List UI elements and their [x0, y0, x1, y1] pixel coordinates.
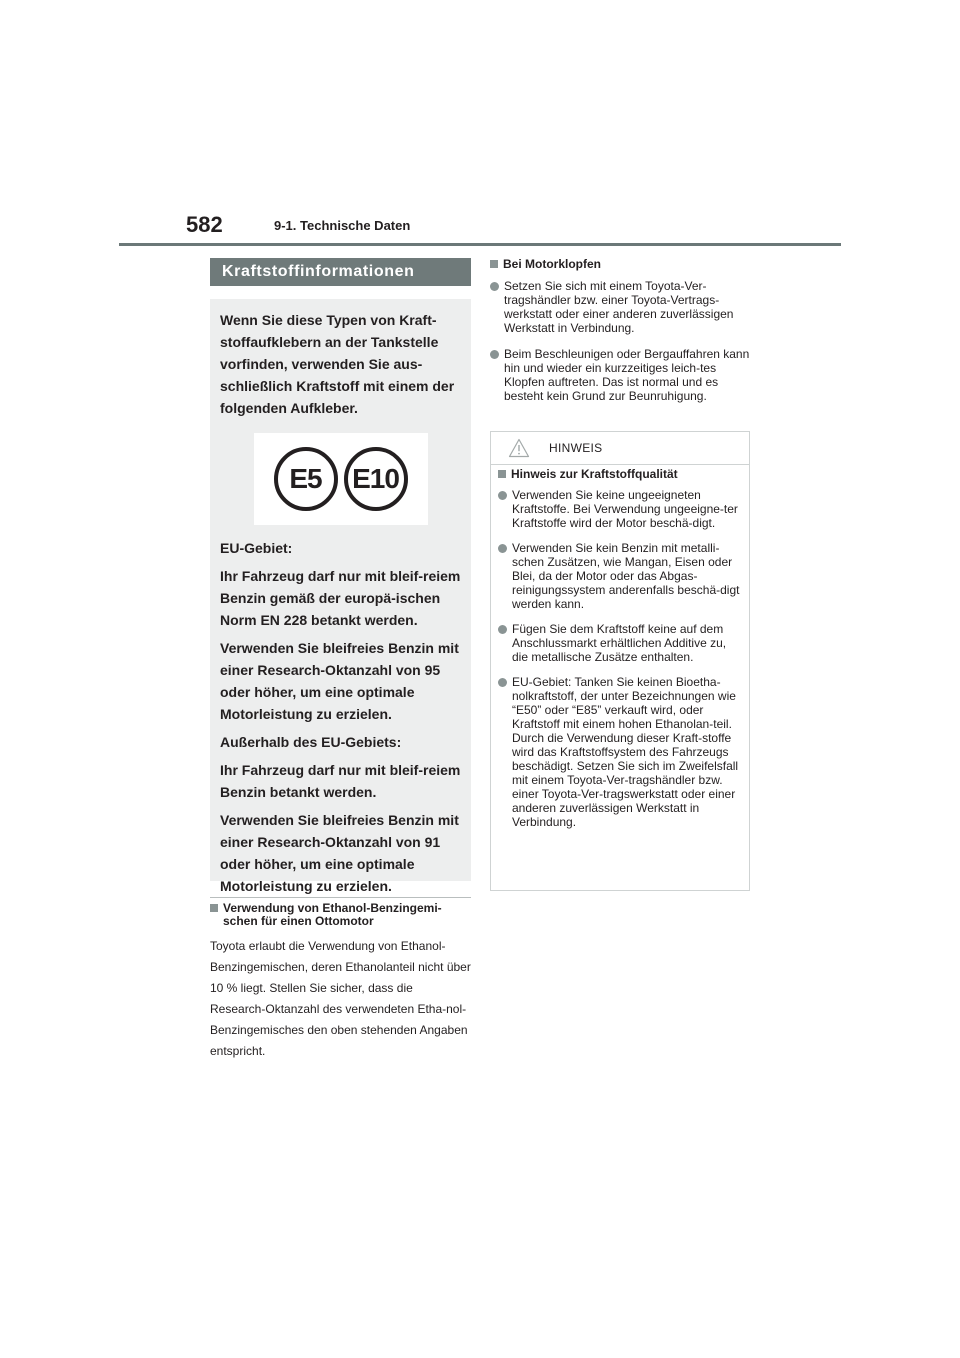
notice-heading: Hinweis zur Kraftstoffqualität — [511, 467, 678, 481]
knocking-bullet-text: Beim Beschleunigen oder Bergauffahren kann hin und wieder ein kurzzeitiges leich-tes Klopfen auftreten. Das ist normal und es besteht kein Grund zur Beunruhigung. — [504, 347, 750, 403]
ethanol-heading: Verwendung von Ethanol-Benzingemi-schen für einen Ottomotor — [223, 901, 442, 928]
notice-heading-row — [498, 468, 743, 481]
circle-bullet-icon — [498, 625, 507, 634]
fuel-label-e10: E10 — [344, 447, 408, 511]
list-item — [490, 279, 752, 335]
notice-title: HINWEIS — [549, 441, 603, 455]
square-marker-icon — [210, 904, 218, 912]
ethanol-body: Toyota erlaubt die Verwendung von Ethanol-Benzingemischen, deren Ethanolanteil nicht über 10 % liegt. Stellen Sie sicher, dass die Research-Oktanzahl des verwendeten Etha-nol-Benzingemisches den oben stehenden Angaben entspricht. — [210, 939, 471, 1058]
non-eu-heading: Außerhalb des EU-Gebiets: — [220, 734, 402, 750]
ethanol-heading-row — [210, 902, 471, 928]
notice-body — [491, 468, 749, 829]
fuel-info-intro: Wenn Sie diese Typen von Kraft-stoffaufklebern an der Tankstelle vorfinden, verwenden Sie aus-schließlich Kraftstoff mit einem der folgenden Aufkleber. — [220, 312, 455, 416]
warning-triangle-icon — [508, 438, 530, 458]
list-item — [498, 541, 743, 611]
square-marker-icon — [498, 470, 506, 478]
circle-bullet-icon — [498, 544, 507, 553]
list-item — [490, 347, 752, 403]
circle-bullet-icon — [498, 678, 507, 687]
ethanol-section — [210, 897, 471, 1062]
header-rule — [119, 243, 841, 246]
fuel-label-image — [254, 433, 428, 525]
square-marker-icon — [490, 260, 498, 268]
knocking-bullet-text: Setzen Sie sich mit einem Toyota-Ver-tragshändler bzw. einer Toyota-Vertrags-werkstatt oder einer anderen zuverlässigen Werkstatt in Verbindung. — [504, 279, 734, 335]
knocking-heading: Bei Motorklopfen — [503, 257, 601, 271]
notice-box — [490, 431, 750, 891]
right-column — [490, 258, 752, 403]
eu-heading: EU-Gebiet: — [220, 540, 293, 556]
circle-bullet-icon — [490, 282, 499, 291]
fuel-label-e5: E5 — [274, 447, 338, 511]
circle-bullet-icon — [498, 491, 507, 500]
section-title: 9-1. Technische Daten — [274, 218, 411, 233]
notice-bullet-text: Fügen Sie dem Kraftstoff keine auf dem Anschlussmarkt erhältlichen Additive zu, die metallische Zusätze enthalten. — [512, 622, 727, 664]
circle-bullet-icon — [490, 350, 499, 359]
eu-recommendation: Verwenden Sie bleifreies Benzin mit einer Research-Oktanzahl von 95 oder höher, um eine optimale Motorleistung zu erzielen. — [220, 640, 459, 722]
list-item — [498, 675, 743, 829]
fuel-info-box — [210, 299, 471, 894]
page-number: 582 — [186, 212, 223, 237]
notice-header — [491, 432, 749, 465]
non-eu-recommendation: Verwenden Sie bleifreies Benzin mit einer Research-Oktanzahl von 91 oder höher, um eine optimale Motorleistung zu erzielen. — [220, 812, 459, 894]
left-column — [210, 258, 471, 1062]
notice-bullet-text: EU-Gebiet: Tanken Sie keinen Bioetha-nolkraftstoff, der unter Bezeichnungen wie “E50” oder “E85” verkauft wird, oder Kraftstoff mit einem hohen Ethanolan-teil. Durch die Verwendung dieser Kraft-stoffe wird das Kraftstoffsystem des Fahrzeugs beschädigt. Setzen Sie sich im Zweifelsfall mit einem Toyota-Ver-tragshändler bzw. einer Toyota-Ver-tragswerkstatt oder einer anderen zuverlässigen Werkstatt in Verbindung. — [512, 675, 739, 829]
knocking-heading-row — [490, 258, 752, 271]
fuel-info-heading: Kraftstoffinformationen — [210, 258, 471, 286]
notice-bullet-text: Verwenden Sie keine ungeeigneten Kraftstoffe. Bei Verwendung ungeeigne-ter Kraftstoffe wird der Motor beschä-digt. — [512, 488, 738, 530]
non-eu-text: Ihr Fahrzeug darf nur mit bleif-reiem Benzin betankt werden. — [220, 762, 461, 800]
list-item — [498, 488, 743, 530]
list-item — [498, 622, 743, 664]
notice-bullet-text: Verwenden Sie kein Benzin mit metalli-schen Zusätzen, wie Mangan, Eisen oder Blei, da der Motor oder das Abgas-reinigungssystem anderenfalls beschä-digt werden kann. — [512, 541, 740, 611]
eu-text: Ihr Fahrzeug darf nur mit bleif-reiem Benzin gemäß der europä-ischen Norm EN 228 betankt werden. — [220, 568, 461, 628]
